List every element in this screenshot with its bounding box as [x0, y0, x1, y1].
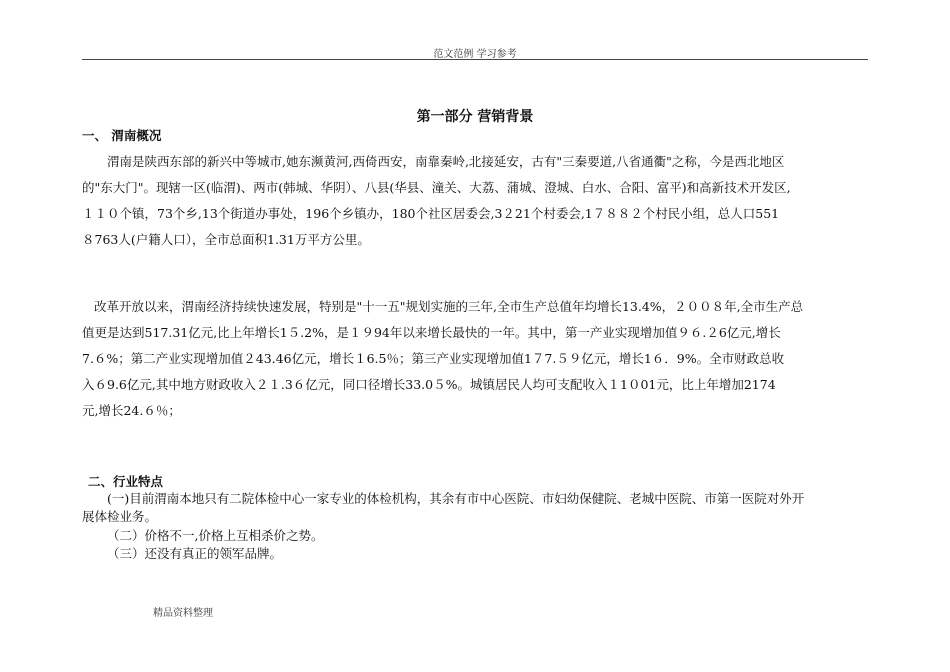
industry-point-3: （三）还没有真正的领军品牌。	[107, 546, 283, 561]
section-heading-overview: 一、 渭南概况	[82, 128, 162, 143]
paragraph-line: 渭南是陕西东部的新兴中等城市,她东濒黄河,西倚西安，南靠秦岭,北接延安，古有"三秦要道,八省通衢"之称，今是西北地区	[107, 154, 785, 169]
paragraph-line: 元,增长24.６％；	[82, 403, 181, 418]
paragraph-line: １１０个镇，73个乡,13个街道办事处，196个乡镇办，180个社区居委会,3２21个村委会,1７８８２个村民小组，总人口551	[82, 206, 780, 221]
section-heading-industry: 二、行业特点	[88, 474, 164, 489]
paragraph-line: 的"东大门"。现辖一区(临渭)、两市(韩城、华阴）、八县(华县、潼关、大荔、蒲城、澄城、白水、合阳、富平)和高新技术开发区,	[82, 180, 791, 195]
industry-paragraph	[82, 490, 872, 526]
paragraph-line: 值更是达到517.31亿元,比上年增长1５.2%，是１９94年以来增长最快的一年。其中，第一产业实现增加值９６.２6亿元,增长	[82, 325, 781, 340]
paragraph-line: 7.６%；第二产业实现增加值２43.46亿元，增长１6.5％；第三产业实现增加值1７7.５９亿元，增长1６．9%。全市财政总收	[82, 351, 785, 366]
overview-paragraph	[82, 149, 872, 253]
paragraph-line: 入６9.6亿元,其中地方财政收入２１.3６亿元，同口径增长33.0５%。城镇居民人均可支配收入１1０01元，比上年增加2174	[82, 377, 776, 392]
paragraph-line: 展体检业务。	[82, 509, 158, 524]
document-title: 第一部分 营销背景	[416, 109, 534, 125]
page-footer-text: 精品资料整理	[153, 608, 213, 619]
paragraph-line: ８763人(户籍人口），全市总面积1.31万平方公里。	[82, 232, 370, 247]
industry-point-2: （二）价格不一,价格上互相杀价之势。	[107, 528, 324, 543]
economy-paragraph	[82, 294, 872, 424]
page-header-text: 范文范例 学习参考	[433, 49, 517, 60]
paragraph-line: 改革开放以来，渭南经济持续快速发展，特别是"十一五"规划实施的三年,全市生产总值年均增长13.4%，２００８年,全市生产总	[94, 299, 804, 314]
paragraph-line: (一)目前渭南本地只有二院体检中心一家专业的体检机构，其余有市中心医院、市妇幼保健院、老城中医院、市第一医院对外开	[107, 491, 805, 506]
header-rule	[82, 59, 868, 60]
